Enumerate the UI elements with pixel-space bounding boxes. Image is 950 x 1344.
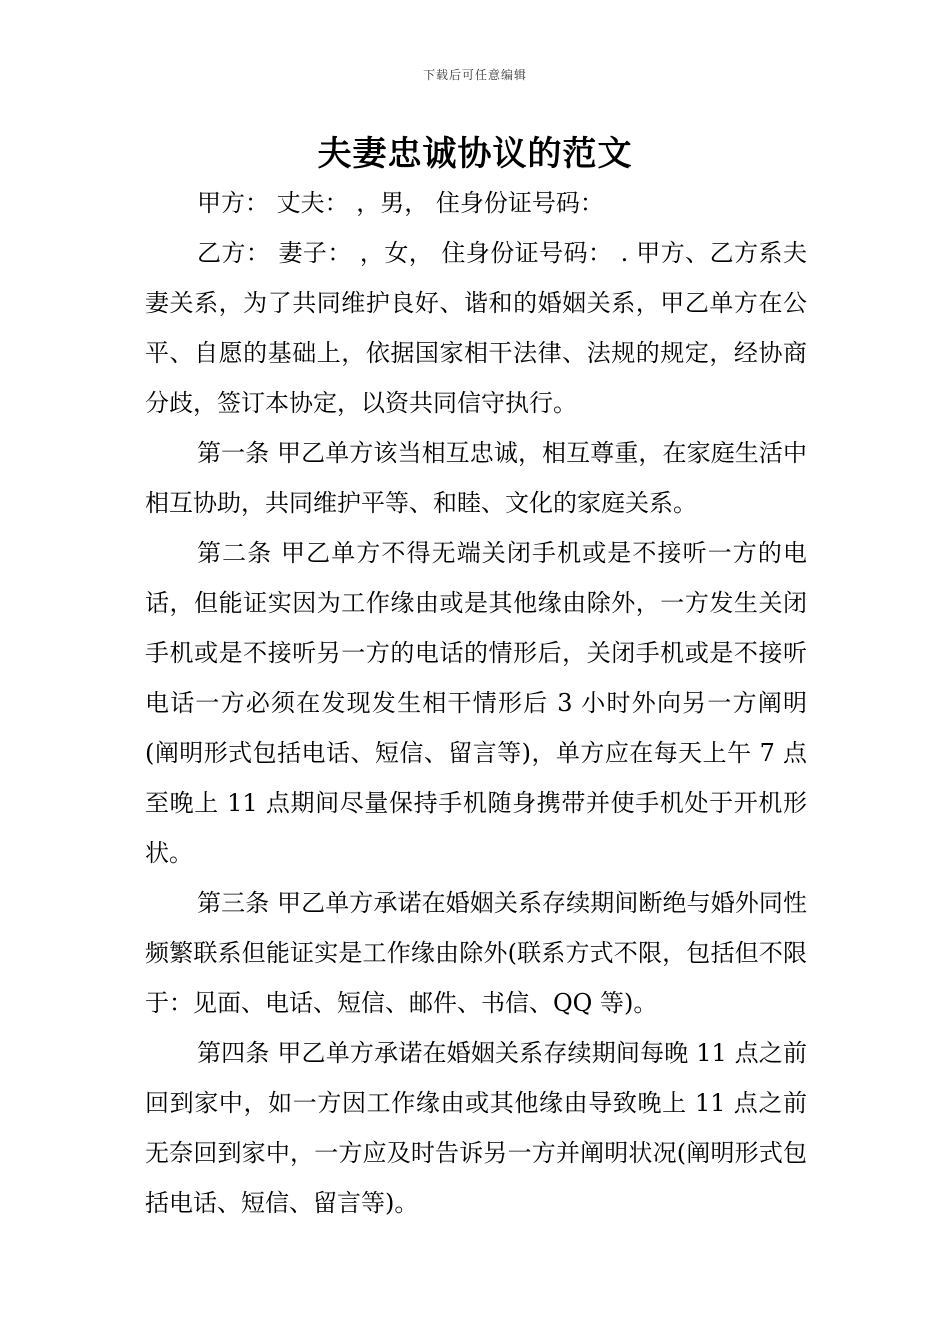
document-title: 夫妻忠诚协议的范文 xyxy=(317,134,633,174)
header-note: 下载后可任意编辑 xyxy=(422,68,527,82)
document-body xyxy=(145,178,807,1228)
article-3-paragraph: 第三条 甲乙单方承诺在婚姻关系存续期间断绝与婚外同性频繁联系但能证实是工作缘由除外(联系方式不限，包括但不限于：见面、电话、短信、邮件、书信、QQ 等)。 xyxy=(145,889,807,1017)
party-a-line: 甲方： 丈夫： ，男， 住身份证号码： xyxy=(197,189,604,217)
article-4-paragraph: 第四条 甲乙单方承诺在婚姻关系存续期间每晚 11 点之前回到家中，如一方因工作缘由或其他缘由导致晚上 11 点之前无奈回到家中，一方应及时告诉另一方并阐明状况(阐明形式包括电话、短信、留言等)。 xyxy=(145,1039,807,1217)
article-2-paragraph: 第二条 甲乙单方不得无端关闭手机或是不接听一方的电话，但能证实因为工作缘由或是其他缘由除外，一方发生关闭手机或是不接听另一方的电话的情形后，关闭手机或是不接听电话一方必须在发现发生相干情形后 3 小时外向另一方阐明(阐明形式包括电话、短信、留言等)，单方应在每天上午 7 点至晚上 11 点期间尽量保持手机随身携带并使手机处于开机形状。 xyxy=(145,539,807,867)
party-b-intro-paragraph: 乙方： 妻子： ，女， 住身份证号码： . 甲方、乙方系夫妻关系，为了共同维护良好、谐和的婚姻关系，甲乙单方在公平、自愿的基础上，依据国家相干法律、法规的规定，经协商分歧，签订本协定，以资共同信守执行。 xyxy=(145,239,807,417)
article-1-paragraph: 第一条 甲乙单方该当相互忠诚，相互尊重，在家庭生活中相互协助，共同维护平等、和睦、文化的家庭关系。 xyxy=(145,439,807,517)
